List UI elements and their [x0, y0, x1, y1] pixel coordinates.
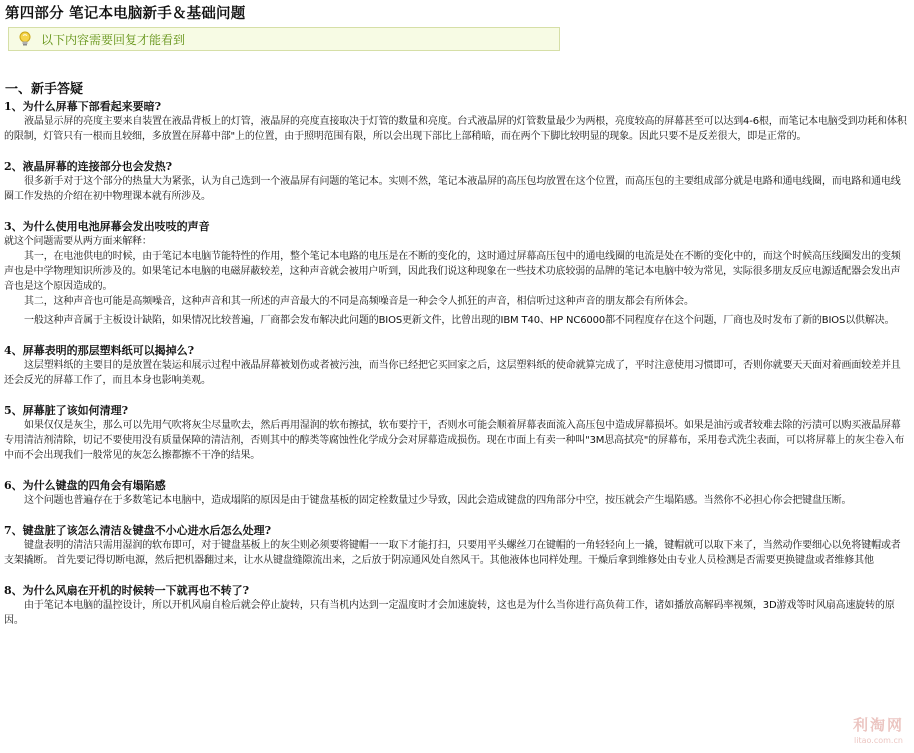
- answer-paragraph: 如果仅仅是灰尘，那么可以先用气吹将灰尘尽量吹去，然后再用湿润的软布擦拭，软布要拧干，否则水可能会顺着屏幕表面流入高压包中造成屏幕损坏。如果是油污或者较难去除的污渍可以购买液晶屏幕专用清洁剂清除，切记不要使用没有质量保障的清洁剂，否则其中的醇类等腐蚀性化学成分会对屏幕造成损伤。现在市面上有卖一种叫"3M思高拭亮"的屏幕布，采用卷式洗尘表面，可以将屏幕上的灰尘卷入布中而不会出现我们一般常见的灰怎么擦都擦不干净的结果。: [4, 420, 905, 461]
- answer-paragraph: 就这个问题需要从两方面来解释：: [4, 236, 152, 247]
- question-title: 8、为什么风扇在开机的时候转一下就再也不转了?: [4, 584, 250, 597]
- answer-paragraph: 由于笔记本电脑的温控设计，所以开机风扇自检后就会停止旋转，只有当机内达到一定温度时才会加速旋转，这也是为什么当你进行高负荷工作，诸如播放高解码率视频，3D游戏等时风扇高速旋转的原因。: [4, 600, 895, 626]
- faq-item: [4, 523, 908, 568]
- answer-paragraph: 其一，在电池供电的时候，由于笔记本电脑节能特性的作用，整个笔记本电路的电压是在不断的变化的，这时通过屏幕高压包中的通电线圈的电流是处在不断的变化中的，而这个时候高压线圈发出的变频声也是中学物理知识所涉及的。如果笔记本电脑的电磁屏蔽较差，这种声音就会被用户听到，因此我们说这种现象在一些技术功底较弱的品牌的笔记本电脑中较为常见，实际很多朋友反应电源适配器会发出声音也是这个原因造成的。: [4, 251, 901, 292]
- faq-item: [4, 219, 908, 328]
- hidden-notice-text: 以下内容需要回复才能看到: [41, 32, 186, 47]
- answer-paragraph: 键盘表明的清洁只需用湿润的软布即可，对于键盘基板上的灰尘则必须要将键帽一一取下才能打扫，只要用平头螺丝刀在键帽的一角轻轻向上一撬，键帽就可以取下来了，当然动作要细心以免将键帽或者支架撬断。 首先要记得切断电源，然后把机器翻过来，让水从键盘缝隙流出来，之后放于阴凉通风处自然风干。其他液体也同样处理。干燥后拿到维修处由专业人员检测是否需要更换键盘或者维修其他: [4, 540, 901, 566]
- question-title: 7、键盘脏了该怎么清洁＆键盘不小心进水后怎么处理?: [4, 524, 272, 537]
- watermark: [853, 714, 904, 745]
- question-title: 6、为什么键盘的四角会有塌陷感: [4, 479, 166, 492]
- part-title: 第四部分 笔记本电脑新手＆基础问题: [5, 5, 246, 22]
- answer-paragraph: 很多新手对于这个部分的热量大为紧张，认为自己选到一个液晶屏有问题的笔记本。实则不然，笔记本液晶屏的高压包均放置在这个位置，而高压包的主要组成部分就是电路和通电线圈，而电路和通电线圈工作发热的介绍在初中物理课本就有所涉及。: [4, 176, 901, 202]
- faq-item: [4, 583, 908, 628]
- answer-paragraph: 一般这种声音属于主板设计缺陷，如果情况比较普遍，厂商都会发布解决此问题的BIOS更新文件，比曾出现的IBM T40、HP NC6000都不同程度存在这个问题，厂商也及时发布了新的BIOS以供解决。: [24, 315, 895, 326]
- answer-paragraph: 这层塑料纸的主要目的是放置在装运和展示过程中液晶屏幕被划伤或者被污浊，而当你已经把它买回家之后，这层塑料纸的使命就算完成了，平时注意使用习惯即可，否则你就要天天面对着画面较差并且还会反光的屏幕工作了，而且本身也影响美观。: [4, 360, 901, 386]
- question-title: 5、屏幕脏了该如何清理?: [4, 404, 129, 417]
- watermark-name: 利淘网: [852, 716, 904, 734]
- question-title: 3、为什么使用电池屏幕会发出吱吱的声音: [4, 220, 210, 233]
- faq-item: [4, 159, 908, 204]
- answer-paragraph: 这个问题也普遍存在于多数笔记本电脑中，造成塌陷的原因是由于键盘基板的固定栓数量过少导致，因此会造成键盘的四角部分中空，按压就会产生塌陷感。当然你不必担心你会把键盘压断。: [24, 495, 852, 506]
- section-title: 一、新手答疑: [5, 82, 84, 97]
- faq-item: [4, 343, 908, 388]
- faq-item: [4, 99, 908, 144]
- answer-paragraph: 其二，这种声音也可能是高频噪音，这种声音和其一所述的声音最大的不同是高频噪音是一种会令人抓狂的声音，相信听过这种声音的朋友都会有所体会。: [24, 296, 694, 307]
- hidden-content-notice: [8, 27, 560, 51]
- watermark-url: litao.com.cn: [854, 736, 903, 745]
- faq-item: [4, 478, 908, 508]
- question-title: 4、屏幕表明的那层塑料纸可以揭掉么?: [4, 344, 195, 357]
- article: [4, 4, 908, 628]
- question-title: 1、为什么屏幕下部看起来要暗?: [4, 100, 162, 113]
- faq-item: [4, 403, 908, 463]
- faq-list: [4, 99, 908, 628]
- lightbulb-icon: [18, 31, 32, 47]
- answer-paragraph: 液晶显示屏的亮度主要来自装置在液晶背板上的灯管，液晶屏的亮度直接取决于灯管的数量和亮度。台式液晶屏的灯管数量最少为两根，亮度较高的屏幕甚至可以达到4-6根，而笔记本电脑受到功耗和体积的限制，灯管只有一根而且较细，多放置在屏幕中部"上的位置，由于照明范围有限，所以会出现下部比上部稍暗，而在两个下脚比较明显的现象。因此只要不是反差很大，即是正常的。: [4, 116, 907, 142]
- question-title: 2、液晶屏幕的连接部分也会发热?: [4, 160, 173, 173]
